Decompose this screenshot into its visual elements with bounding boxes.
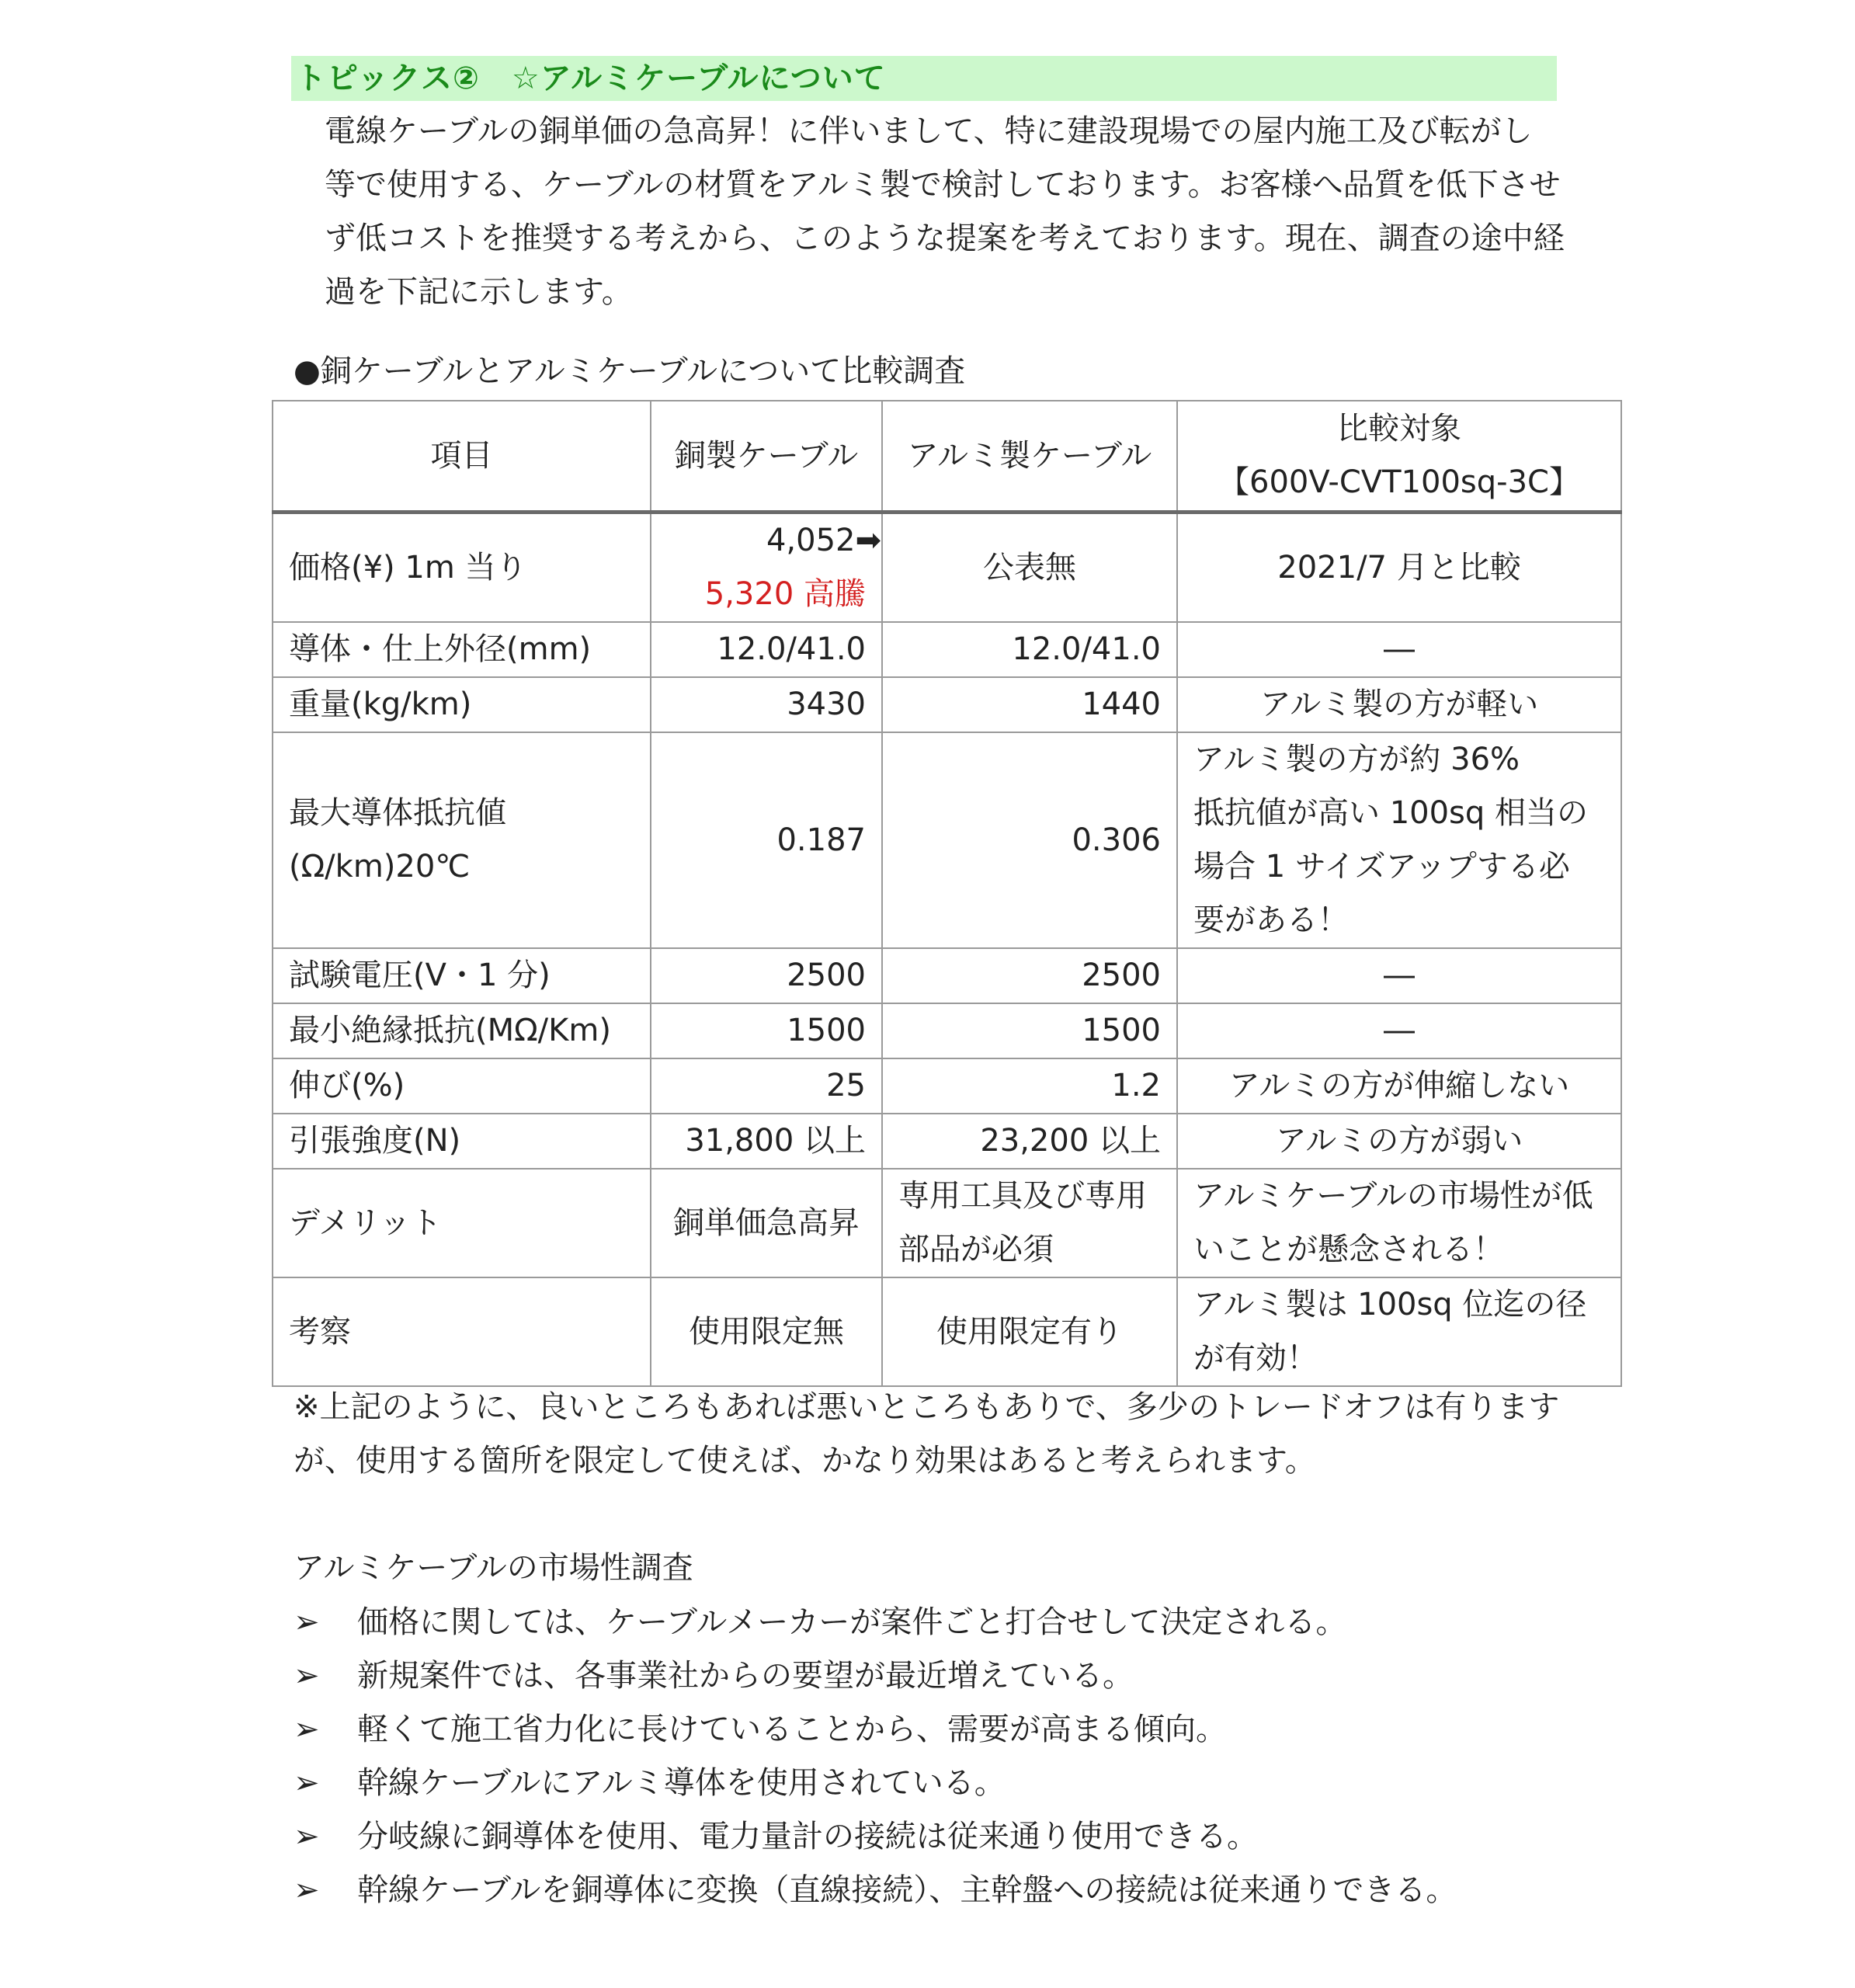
cell-comparison [1177, 1277, 1621, 1386]
page-title: トピックス② ☆アルミケーブルについて [295, 61, 886, 96]
header-comparison-spec: 【600V-CVT100sq-3C】 [1218, 464, 1580, 500]
table-row-resistance [273, 732, 1621, 948]
cell-copper [651, 513, 882, 623]
list-item-text: 軽くて施工省力化に長けていることから、需要が高まる傾向。 [357, 1712, 1227, 1747]
list-item-text: 新規案件では、各事業社からの要望が最近増えている。 [357, 1658, 1134, 1694]
price-old: 4,052➡ [766, 523, 881, 558]
header-item: 項目 [273, 401, 651, 513]
note-line: ※上記のように、良いところもあれば悪いところもありで、多少のトレードオフは有ります [294, 1389, 1560, 1425]
cell-copper: 使用限定無 [651, 1277, 882, 1386]
list-item [294, 1757, 1457, 1810]
comparison-line: アルミケーブルの市場性が低 [1193, 1178, 1593, 1214]
cell-comparison: ― [1177, 622, 1621, 677]
cell-comparison [1177, 1169, 1621, 1277]
arrow-bullet-icon: ➢ [294, 1712, 320, 1747]
table-row-demerit [273, 1169, 1621, 1277]
cell-item: 重量(kg/km) [273, 677, 651, 732]
cell-aluminum: 1440 [882, 677, 1177, 732]
cell-copper: 1500 [651, 1003, 882, 1058]
table-row-price [273, 513, 1621, 623]
arrow-bullet-icon: ➢ [294, 1872, 320, 1908]
cell-item: 価格(¥) 1m 当り [273, 513, 651, 623]
cell-item [273, 732, 651, 948]
arrow-bullet-icon: ➢ [294, 1658, 320, 1694]
cell-item: 試験電圧(V・1 分) [273, 948, 651, 1003]
comparison-line: アルミ製は 100sq 位迄の径 [1193, 1287, 1587, 1322]
survey-list [294, 1596, 1457, 1917]
intro-line: 過を下記に示します。 [325, 274, 633, 310]
item-line: 最大導体抵抗値 [289, 795, 506, 831]
cell-copper: 12.0/41.0 [651, 622, 882, 677]
comparison-line: 抵抗値が高い 100sq 相当の [1193, 795, 1589, 831]
table-row [273, 622, 1621, 677]
cell-aluminum: 12.0/41.0 [882, 622, 1177, 677]
table-row [273, 1058, 1621, 1114]
table-row [273, 1114, 1621, 1169]
intro-line: 等で使用する、ケーブルの材質をアルミ製で検討しております。お客様へ品質を低下させ [325, 167, 1561, 203]
aluminum-line: 専用工具及び専用 [898, 1178, 1147, 1214]
cell-aluminum: 使用限定有り [882, 1277, 1177, 1386]
list-item-text: 幹線ケーブルを銅導体に変換（直線接続）、主幹盤への接続は従来通りできる。 [357, 1872, 1457, 1908]
header-aluminum: アルミ製ケーブル [882, 401, 1177, 513]
comparison-line: いことが懸念される！ [1193, 1232, 1504, 1267]
cell-copper: 0.187 [651, 732, 882, 948]
cell-item: 伸び(%) [273, 1058, 651, 1114]
table-row-consideration [273, 1277, 1621, 1386]
list-item [294, 1810, 1457, 1864]
cell-comparison: ― [1177, 1003, 1621, 1058]
cell-copper: 31,800 以上 [651, 1114, 882, 1169]
list-item [294, 1596, 1457, 1649]
arrow-bullet-icon: ➢ [294, 1819, 320, 1854]
intro-line: ず低コストを推奨する考えから、このような提案を考えております。現在、調査の途中経 [325, 221, 1565, 256]
list-item-text: 価格に関しては、ケーブルメーカーが案件ごと打合せして決定される。 [357, 1604, 1347, 1640]
cell-comparison: アルミ製の方が軽い [1177, 677, 1621, 732]
cell-comparison: ― [1177, 948, 1621, 1003]
comparison-line: 場合 1 サイズアップする必 [1193, 849, 1570, 885]
item-line: (Ω/km)20℃ [289, 849, 471, 885]
cell-aluminum: 2500 [882, 948, 1177, 1003]
cell-copper: 3430 [651, 677, 882, 732]
header-comparison [1177, 401, 1621, 513]
cell-item: 最小絶縁抵抗(MΩ/Km) [273, 1003, 651, 1058]
intro-paragraph [325, 105, 1567, 319]
list-item [294, 1864, 1457, 1917]
table-row [273, 677, 1621, 732]
cell-item: 導体・仕上外径(mm) [273, 622, 651, 677]
comparison-subheading: ●銅ケーブルとアルミケーブルについて比較調査 [294, 353, 966, 389]
price-new: 5,320 高騰 [704, 576, 866, 612]
cell-comparison: 2021/7 月と比較 [1177, 513, 1621, 623]
cell-copper: 2500 [651, 948, 882, 1003]
header-comparison-label: 比較対象 [1337, 411, 1461, 447]
cell-aluminum: 1500 [882, 1003, 1177, 1058]
cell-comparison [1177, 732, 1621, 948]
table-row [273, 948, 1621, 1003]
intro-line: 電線ケーブルの銅単価の急高昇！に伴いまして、特に建設現場での屋内施工及び転がし [325, 113, 1533, 149]
comparison-line: が有効！ [1193, 1340, 1318, 1376]
table-note [294, 1381, 1575, 1488]
arrow-bullet-icon: ➢ [294, 1765, 320, 1801]
comparison-line: 要がある！ [1193, 902, 1349, 938]
cell-aluminum: 1.2 [882, 1058, 1177, 1114]
cell-aluminum: 23,200 以上 [882, 1114, 1177, 1169]
survey-title: アルミケーブルの市場性調査 [294, 1550, 693, 1586]
list-item-text: 分岐線に銅導体を使用、電力量計の接続は従来通り使用できる。 [357, 1819, 1258, 1854]
comparison-line: アルミ製の方が約 36% [1193, 742, 1520, 777]
list-item-text: 幹線ケーブルにアルミ導体を使用されている。 [357, 1765, 1006, 1801]
cell-copper: 銅単価急高昇 [651, 1169, 882, 1277]
note-line: が、使用する箇所を限定して使えば、かなり効果はあると考えられます。 [294, 1443, 1316, 1479]
table-row [273, 1003, 1621, 1058]
list-item [294, 1649, 1457, 1703]
cell-aluminum: 0.306 [882, 732, 1177, 948]
cell-item: デメリット [273, 1169, 651, 1277]
cell-comparison: アルミの方が伸縮しない [1177, 1058, 1621, 1114]
cell-aluminum: 公表無 [882, 513, 1177, 623]
cell-copper: 25 [651, 1058, 882, 1114]
cell-comparison: アルミの方が弱い [1177, 1114, 1621, 1169]
table-header-row [273, 401, 1621, 513]
list-item [294, 1703, 1457, 1757]
header-copper: 銅製ケーブル [651, 401, 882, 513]
cell-aluminum [882, 1169, 1177, 1277]
comparison-table [272, 400, 1622, 1387]
arrow-bullet-icon: ➢ [294, 1604, 320, 1640]
aluminum-line: 部品が必須 [898, 1232, 1054, 1267]
cell-item: 引張強度(N) [273, 1114, 651, 1169]
cell-item: 考察 [273, 1277, 651, 1386]
